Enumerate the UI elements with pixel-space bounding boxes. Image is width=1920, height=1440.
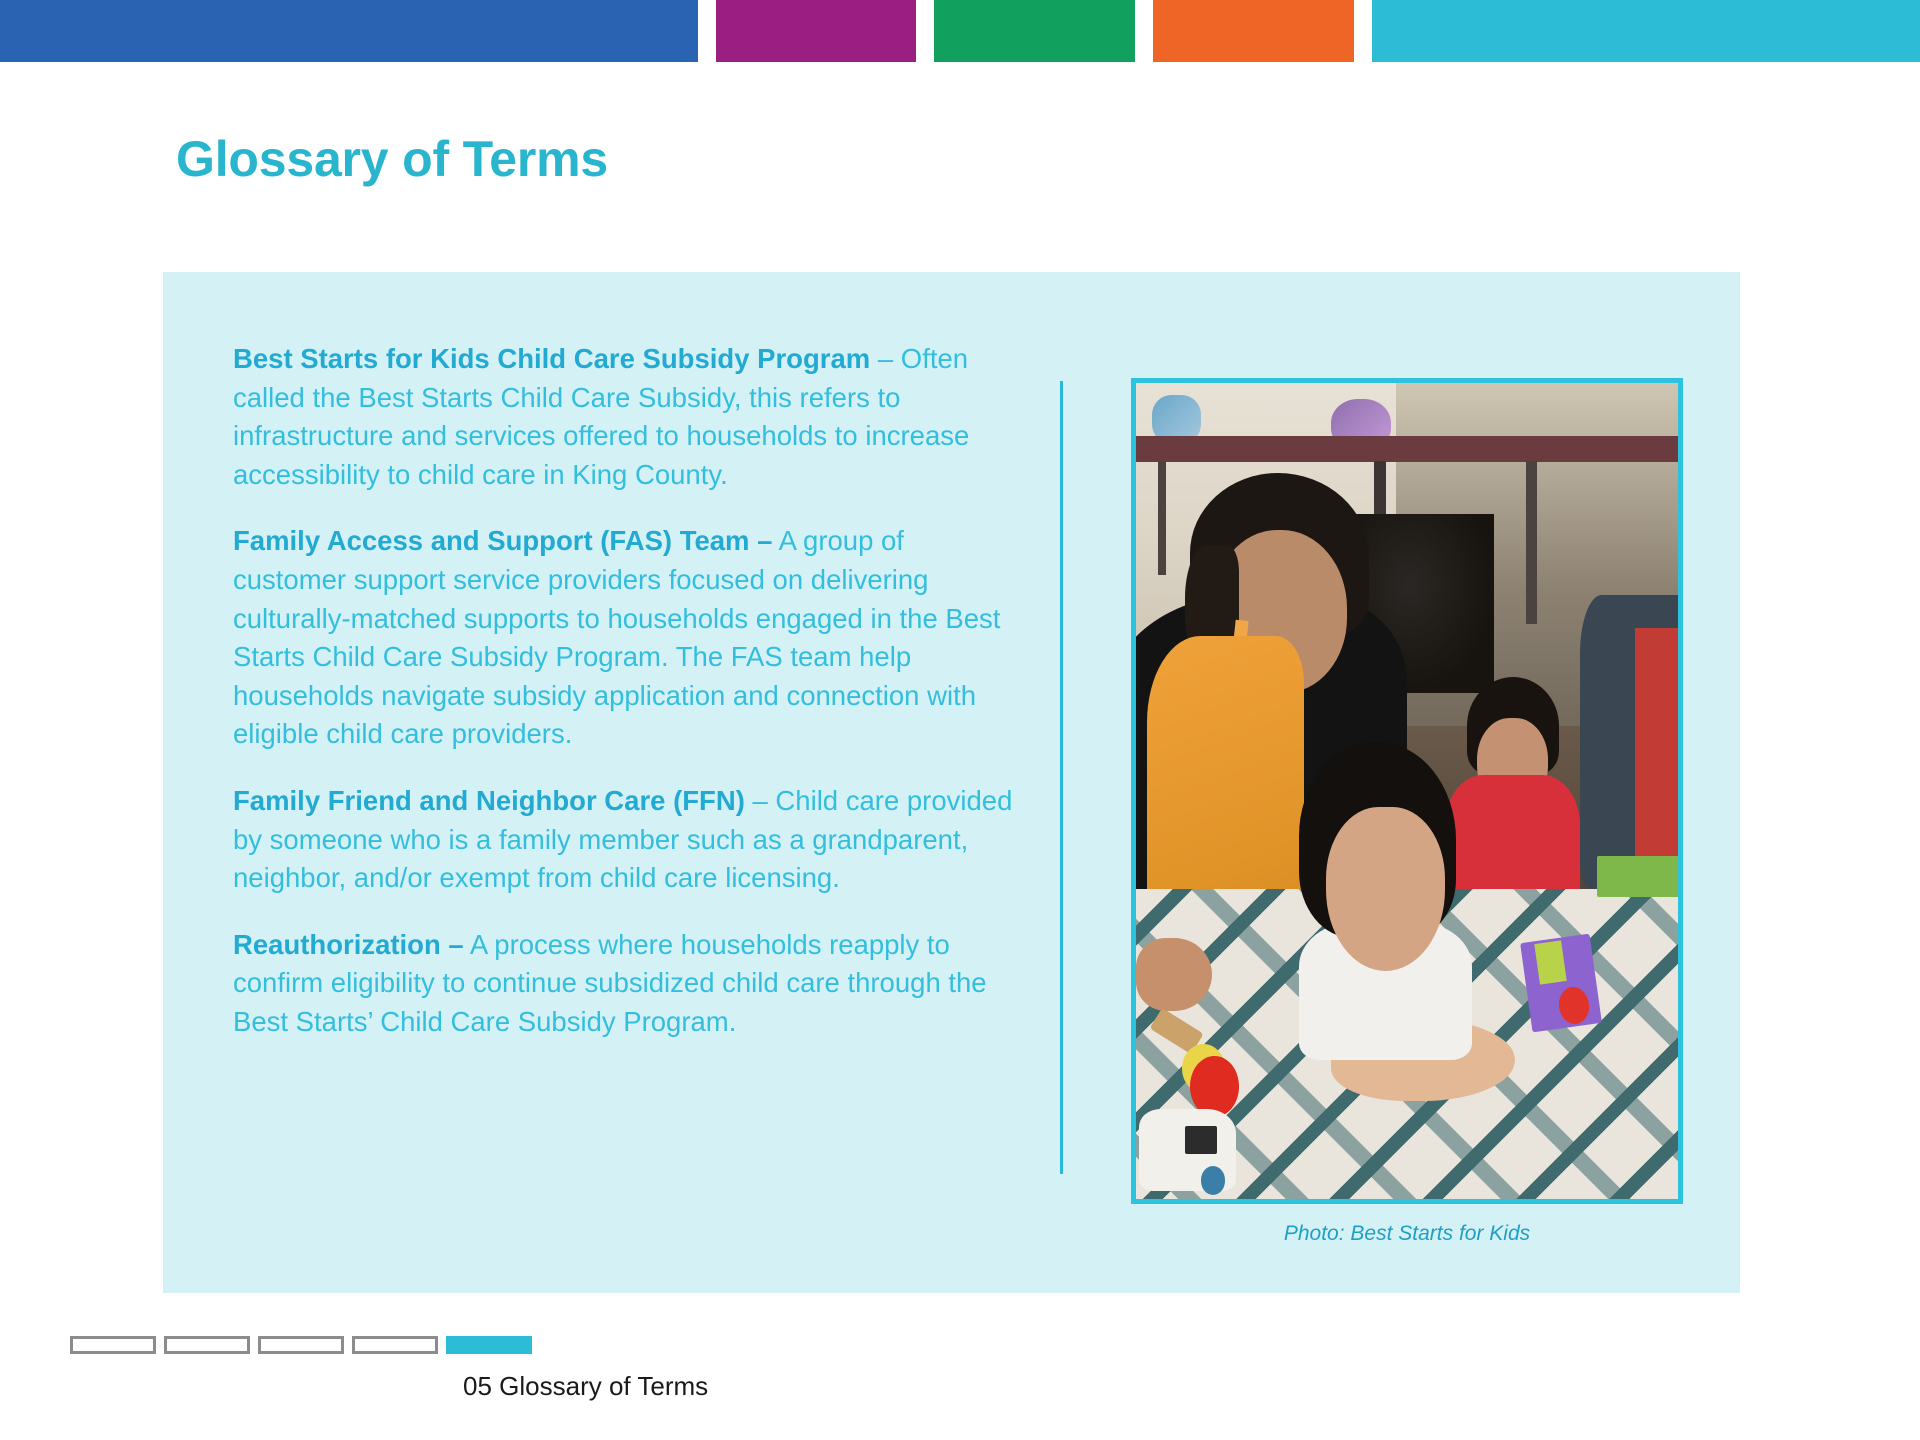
color-bar-segment-green: [934, 0, 1135, 62]
photo-toy-block-detail: [1534, 940, 1567, 984]
glossary-entry: [233, 340, 1013, 494]
photo-toy-rattle-red: [1190, 1056, 1239, 1117]
photo-caption: Photo: Best Starts for Kids: [1283, 1222, 1531, 1245]
progress-step-1[interactable]: [70, 1336, 156, 1354]
glossary-entry: [233, 522, 1013, 754]
progress-step-5-active[interactable]: [446, 1336, 532, 1354]
glossary-term: Best Starts for Kids Child Care Subsidy Program: [233, 343, 871, 374]
photo-toy-car-window: [1185, 1126, 1218, 1155]
progress-step-3[interactable]: [258, 1336, 344, 1354]
photo-green-mat: [1597, 856, 1678, 897]
glossary-list: [233, 340, 1013, 1042]
photo-illustration: [1136, 383, 1678, 1199]
photo: [1131, 378, 1683, 1204]
color-bar-segment-blue: [0, 0, 698, 62]
progress-step-4[interactable]: [352, 1336, 438, 1354]
glossary-definition: A group of customer support service providers focused on delivering culturally-matched supports to households engaged in the Best Starts Child Care Subsidy Program. The FAS team help households navigate subsidy application and connection with eligible child care providers.: [233, 525, 1001, 750]
glossary-term: Family Friend and Neighbor Care (FFN): [233, 784, 745, 816]
top-color-bar: [0, 0, 1920, 62]
photo-table-leg: [1158, 461, 1167, 575]
page-title: Glossary of Terms: [176, 130, 608, 187]
photo-caregiver-hand: [1136, 938, 1212, 1011]
glossary-definition: A process where households reapply to confirm eligibility to continue subsidized child care through the Best Starts’ Child Care Subsidy Program.: [233, 928, 987, 1037]
glossary-term: Reauthorization –: [233, 928, 464, 960]
glossary-entry: [233, 782, 1013, 898]
glossary-term: Family Access and Support (FAS) Team –: [233, 525, 773, 557]
color-bar-segment-purple: [716, 0, 916, 62]
photo-table-leg: [1526, 461, 1537, 624]
progress-step-2[interactable]: [164, 1336, 250, 1354]
photo-table-top: [1136, 436, 1678, 462]
vertical-divider: [1060, 381, 1063, 1174]
footer-section-label: 05 Glossary of Terms: [463, 1371, 709, 1401]
photo-background-adult-shirt: [1635, 628, 1678, 856]
glossary-definition: – Often called the Best Starts Child Care Subsidy, this refers to infrastructure and services offered to households to increase accessibility to child care in King County.: [233, 343, 970, 490]
progress-indicator: [70, 1336, 532, 1354]
color-bar-segment-teal: [1372, 0, 1920, 62]
glossary-entry: [233, 926, 1013, 1042]
photo-toddler-face: [1326, 807, 1445, 970]
glossary-definition: – Child care provided by someone who is a family member such as a grandparent, neighbor, and/or exempt from child care licensing.: [233, 784, 1013, 894]
color-bar-segment-orange: [1153, 0, 1354, 62]
